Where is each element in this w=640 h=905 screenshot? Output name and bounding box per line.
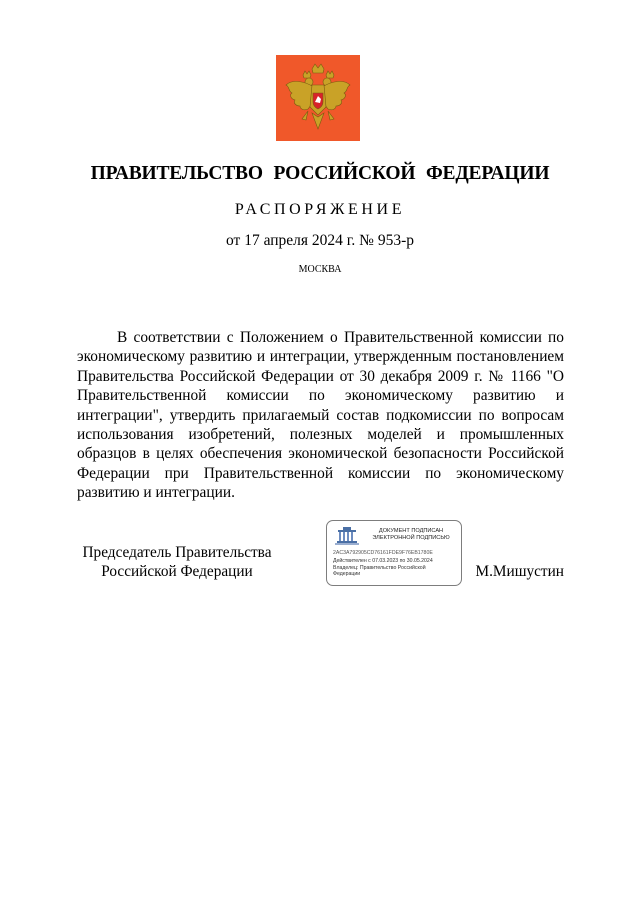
- document-date-number: от 17 апреля 2024 г. № 953-р: [226, 232, 414, 249]
- double-headed-eagle-icon: [276, 55, 360, 141]
- signatory-position-line2: Российской Федерации: [101, 563, 253, 580]
- signatory-name: М.Мишустин: [475, 563, 564, 580]
- stamp-heading-line2: ЭЛЕКТРОННОЙ ПОДПИСЬЮ: [372, 535, 450, 541]
- document-city: МОСКВА: [298, 264, 342, 275]
- stamp-certificate: 2AC3A792905CD76161FDE9F76EB1780E: [333, 550, 433, 556]
- government-building-icon: [334, 526, 360, 546]
- stamp-heading: [363, 528, 459, 542]
- electronic-signature-stamp: [326, 520, 462, 586]
- stamp-owner: Владелец: Правительство Российской Федерации: [333, 565, 426, 578]
- government-title: ПРАВИТЕЛЬСТВО РОССИЙСКОЙ ФЕДЕРАЦИИ: [90, 163, 550, 184]
- order-body-text: В соответствии с Положением о Правительственной комиссии по экономическому развитию и интеграции, утвержденным постановлением Правительства Российской Федерации от 30 декабря 2009 г. № 1166 "О Правительственной комиссии по экономическому развитию и интеграции", утвердить прилагаемый состав подкомиссии по вопросам использования изобретений, полезных моделей и промышленных образцов в целях обеспечения экономической безопасности Российской Федерации при Правительственной комиссии по экономическому развитию и интеграции.: [77, 329, 564, 502]
- signatory-position-line1: Председатель Правительства: [82, 544, 272, 561]
- stamp-validity: Действителен с 07.03.2023 по 30.05.2024: [333, 558, 433, 564]
- signatory-position: [77, 543, 277, 581]
- document-type: РАСПОРЯЖЕНИЕ: [234, 201, 406, 218]
- stamp-heading-line1: ДОКУМЕНТ ПОДПИСАН: [378, 528, 444, 534]
- state-emblem: [276, 55, 360, 141]
